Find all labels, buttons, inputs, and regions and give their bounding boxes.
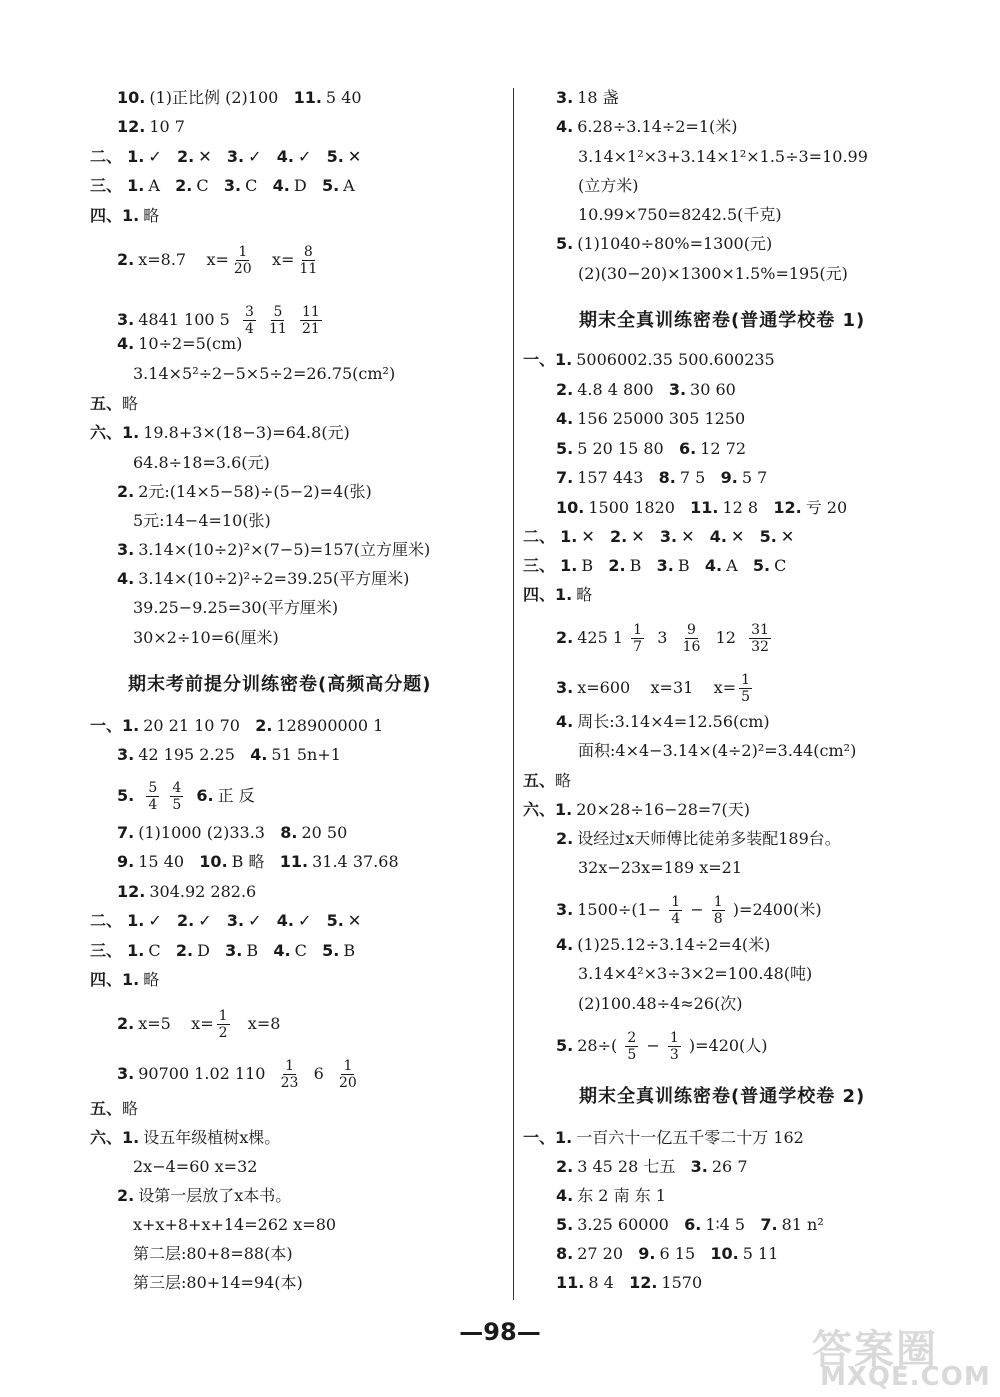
answer-line: 5. $\frac{5}{4}$ $\frac{4}{5}$ 6. 正 反 [117, 780, 255, 813]
answer-line: 四、1. 略 [523, 585, 593, 604]
answer-line: 2. 设第一层放了x本书。 [117, 1186, 292, 1205]
answer-line: 3. 90700 1.02 110 $\frac{1}{23}$ 6 $\frac{1}{20}$ [117, 1058, 357, 1091]
answer-line: 一、1. 一百六十一亿五千零二十万 162 [523, 1128, 804, 1147]
fraction: $\frac{1}{5}$ [741, 672, 751, 705]
answer-line: 3. 18 盏 [556, 88, 619, 107]
page-number: —98— [459, 1318, 541, 1346]
answer-line: 第二层:80+8=88(本) [133, 1244, 293, 1263]
answer-line: 3. x=600 x=31 x= $\frac{1}{5}$ [556, 672, 751, 705]
answer-line: 4. (1)25.12÷3.14÷2=4(米) [556, 935, 771, 954]
fraction: $\frac{8}{11}$ [299, 244, 318, 277]
answer-line: 5元:14−4=10(张) [133, 511, 271, 530]
answer-line: 第三层:80+14=94(本) [133, 1273, 303, 1292]
answer-line: 二、 1. ✓ 2. ✓ 3. ✓ 4. ✓ 5. ✕ [90, 911, 362, 930]
answer-line: 五、略 [90, 394, 139, 413]
answer-line: 一、1. 20 21 10 70 2. 128900000 1 [90, 716, 384, 735]
watermark-text: 答案圈 [812, 1327, 938, 1373]
answer-line: 7. (1)1000 (2)33.3 8. 20 50 [117, 823, 348, 842]
answer-line: 32x−23x=189 x=21 [578, 858, 742, 877]
answer-line: 12. 304.92 282.6 [117, 882, 257, 901]
answer-line: (2)(30−20)×1300×1.5%=195(元) [578, 264, 848, 283]
answer-line: 2x−4=60 x=32 [133, 1157, 258, 1176]
section-heading: 期末全真训练密卷(普通学校卷 1) [579, 310, 866, 331]
answer-line: 2. 425 1 $\frac{1}{7}$ 3 $\frac{9}{16}$ 12 $\frac{31}{32}$ [556, 622, 769, 655]
answer-line: (2)100.48÷4≈26(次) [578, 994, 743, 1013]
answer-line: 4. 3.14×(10÷2)²÷2=39.25(平方厘米) [117, 569, 410, 588]
answer-line: 5. 3.25 60000 6. 1∶4 5 7. 81 n² [556, 1215, 824, 1234]
answer-line: 7. 157 443 8. 7 5 9. 5 7 [556, 468, 768, 487]
answer-line: 二、 1. ✕ 2. ✕ 3. ✕ 4. ✕ 5. ✕ [523, 527, 795, 546]
fraction: $\frac{1}{7}$ [633, 622, 643, 655]
answer-line: 3.14×1²×3+3.14×1²×1.5÷3=10.99 [578, 147, 868, 166]
answer-line: 11. 8 4 12. 1570 [556, 1273, 703, 1292]
answer-line: 5. 5 20 15 80 6. 12 72 [556, 439, 747, 458]
fraction: $\frac{1}{8}$ [713, 894, 723, 927]
answer-line: 64.8÷18=3.6(元) [133, 453, 270, 472]
answer-line: 五、略 [90, 1099, 139, 1118]
fraction: $\frac{1}{2}$ [218, 1008, 228, 1041]
answer-line: 3. 3.14×(10÷2)²×(7−5)=157(立方厘米) [117, 540, 431, 559]
fraction: $\frac{9}{16}$ [682, 622, 701, 655]
fraction: $\frac{5}{11}$ [269, 304, 287, 337]
answer-line: 3. 42 195 2.25 4. 51 5n+1 [117, 745, 341, 764]
answer-line: 4. 东 2 南 东 1 [556, 1186, 666, 1205]
fraction: $\frac{5}{4}$ [148, 780, 158, 813]
section-heading: 期末考前提分训练密卷(高频高分题) [128, 674, 432, 695]
answer-line: 3. 4841 100 5 $\frac{3}{4}$ $\frac{5}{11}$ $\frac{11}{21}$ [117, 304, 320, 337]
answer-line: 4. 156 25000 305 1250 [556, 409, 746, 428]
fraction: $\frac{31}{32}$ [751, 622, 769, 655]
answer-line: 3. 1500÷(1− $\frac{1}{4}$ − $\frac{1}{8}$ )=2400(米) [556, 894, 822, 927]
answer-line: 三、 1. B 2. B 3. B 4. A 5. C [523, 556, 787, 575]
answer-line: 39.25−9.25=30(平方厘米) [133, 598, 339, 617]
answer-line: 六、1. 20×28÷16−28=7(天) [523, 800, 750, 819]
fraction: $\frac{4}{5}$ [172, 780, 182, 813]
answer-line: 三、 1. A 2. C 3. C 4. D 5. A [90, 176, 355, 195]
fraction: $\frac{1}{4}$ [671, 894, 681, 927]
column-divider [513, 88, 514, 1300]
answer-line: 一、1. 5006002.35 500.600235 [523, 350, 775, 369]
answer-line: 10. (1)正比例 (2)100 11. 5 40 [117, 88, 362, 107]
fraction: $\frac{3}{4}$ [245, 304, 254, 337]
fraction: $\frac{1}{20}$ [338, 1058, 357, 1091]
answer-line: 三、 1. C 2. D 3. B 4. C 5. B [90, 941, 356, 960]
answer-line: 3.14×4²×3÷3×2=100.48(吨) [578, 964, 813, 983]
answer-line: 2. x=8.7 x= $\frac{1}{20}$ x= $\frac{8}{11}$ [117, 244, 318, 277]
fraction: $\frac{1}{23}$ [280, 1058, 299, 1091]
answer-line: 10.99×750=8242.5(千克) [578, 205, 782, 224]
answer-line: x+x+8+x+14=262 x=80 [133, 1215, 337, 1234]
answer-line: 5. 28÷( $\frac{2}{5}$ − $\frac{1}{3}$ )=420(人) [556, 1030, 768, 1063]
answer-line: 8. 27 20 9. 6 15 10. 5 11 [556, 1244, 779, 1263]
answer-line: 3.14×5²÷2−5×5÷2=26.75(cm²) [133, 364, 396, 383]
answer-line: 4. 周长:3.14×4=12.56(cm) [556, 712, 770, 731]
watermark-logo [812, 1318, 992, 1390]
answer-line: 面积:4×4−3.14×(4÷2)²=3.44(cm²) [578, 741, 857, 760]
answer-line: 9. 15 40 10. B 略 11. 31.4 37.68 [117, 852, 399, 871]
answer-line: 2. 3 45 28 七五 3. 26 7 [556, 1157, 748, 1176]
answer-line: 二、 1. ✓ 2. ✕ 3. ✓ 4. ✓ 5. ✕ [90, 147, 362, 166]
answer-line: 4. 6.28÷3.14÷2=1(米) [556, 117, 738, 136]
watermark-url: MXQE.COM [820, 1362, 991, 1392]
section-heading: 期末全真训练密卷(普通学校卷 2) [579, 1086, 866, 1107]
fraction: $\frac{1}{20}$ [233, 244, 252, 277]
answer-line: 六、1. 19.8+3×(18−3)=64.8(元) [90, 423, 350, 442]
answer-line: 12. 10 7 [117, 117, 185, 136]
answer-line: 2. 2元:(14×5−58)÷(5−2)=4(张) [117, 482, 372, 501]
answer-line: 2. 设经过x天师傅比徒弟多装配189台。 [556, 829, 841, 848]
answer-line: 六、1. 设五年级植树x棵。 [90, 1128, 281, 1147]
answer-line: 4. 10÷2=5(cm) [117, 334, 243, 353]
answer-line: 2. x=5 x= $\frac{1}{2}$ x=8 [117, 1008, 281, 1041]
fraction: $\frac{2}{5}$ [627, 1030, 637, 1063]
answer-line: 10. 1500 1820 11. 12 8 12. 亏 20 [556, 498, 848, 517]
fraction: $\frac{11}{21}$ [301, 304, 320, 337]
answer-line: 2. 4.8 4 800 3. 30 60 [556, 380, 736, 399]
answer-line: 30×2÷10=6(厘米) [133, 628, 279, 647]
answer-line: 五、略 [523, 771, 572, 790]
answer-line: 四、1. 略 [90, 206, 160, 225]
fraction: $\frac{1}{3}$ [669, 1030, 679, 1063]
answer-line: 5. (1)1040÷80%=1300(元) [556, 234, 773, 253]
answer-line: (立方米) [578, 176, 639, 195]
answer-line: 四、1. 略 [90, 970, 160, 989]
